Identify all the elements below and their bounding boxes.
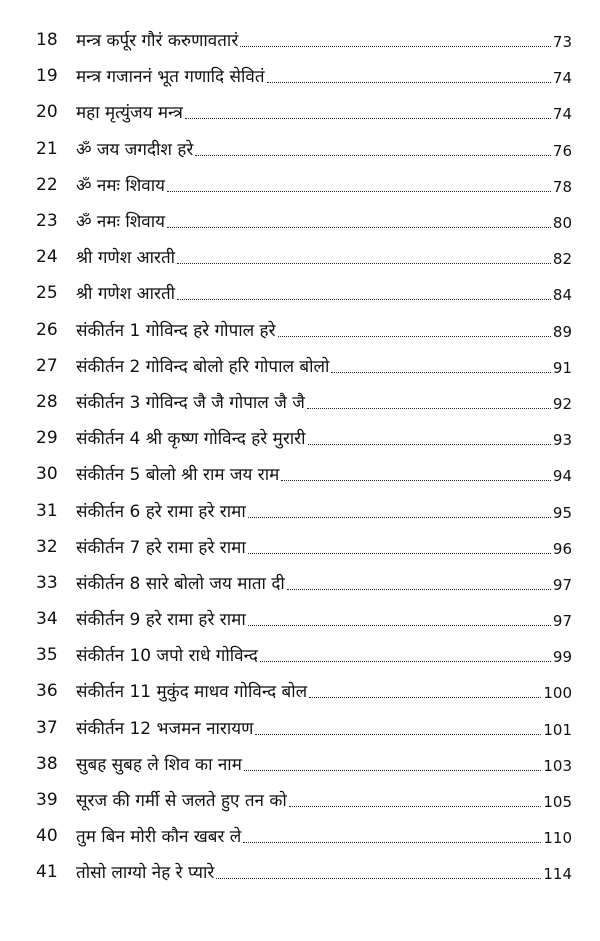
toc-row[interactable] — [0, 94, 600, 130]
toc-entry-title[interactable]: सूरज की गर्मी से जलते हुए तन को — [76, 791, 287, 812]
toc-entry-title[interactable]: संकीर्तन 10 जपो राधे गोविन्द — [76, 646, 258, 667]
toc-entry-title[interactable]: संकीर्तन 2 गोविन्द बोलो हरि गोपाल बोलो — [76, 356, 330, 377]
toc-entry-number: 30 — [36, 464, 58, 485]
toc-row[interactable] — [0, 275, 600, 311]
dot-leader — [287, 588, 551, 590]
toc-entry-title[interactable]: श्री गणेश आरती — [76, 284, 176, 305]
toc-row[interactable] — [0, 239, 600, 275]
toc-entry-page: 97 — [552, 575, 572, 594]
toc-row[interactable] — [0, 22, 600, 58]
toc-entry[interactable] — [76, 860, 572, 884]
toc-row[interactable] — [0, 456, 600, 492]
toc-entry[interactable] — [76, 679, 572, 703]
toc-entry-number: 31 — [36, 500, 58, 521]
toc-entry-number: 37 — [36, 717, 58, 738]
toc-entry-title[interactable]: मन्त्र कर्पूर गौरं करुणावतारं — [76, 31, 239, 52]
table-of-contents — [0, 22, 600, 891]
toc-row[interactable] — [0, 167, 600, 203]
toc-row[interactable] — [0, 782, 600, 818]
toc-entry-page: 95 — [552, 503, 572, 522]
toc-entry-number: 33 — [36, 572, 58, 593]
toc-entry-page: 110 — [543, 829, 572, 848]
toc-entry-title[interactable]: संकीर्तन 5 बोलो श्री राम जय राम — [76, 465, 280, 486]
dot-leader — [195, 154, 551, 156]
dot-leader — [167, 190, 551, 192]
toc-entry-number: 36 — [36, 681, 58, 702]
toc-entry[interactable] — [76, 354, 572, 378]
dot-leader — [307, 407, 551, 409]
toc-entry-number: 39 — [36, 790, 58, 811]
toc-entry-title[interactable]: संकीर्तन 6 हरे रामा हरे रामा — [76, 501, 246, 522]
toc-entry-page: 105 — [543, 793, 572, 812]
dot-leader — [185, 117, 551, 119]
toc-entry[interactable] — [76, 607, 572, 631]
toc-entry[interactable] — [76, 716, 572, 740]
toc-entry-number: 40 — [36, 826, 58, 847]
toc-entry-title[interactable]: सुबह सुबह ले शिव का नाम — [76, 754, 242, 775]
toc-entry-number: 24 — [36, 247, 58, 268]
toc-entry-page: 84 — [552, 286, 572, 305]
toc-entry-page: 74 — [552, 105, 572, 124]
dot-leader — [267, 81, 551, 83]
toc-entry-page: 94 — [552, 467, 572, 486]
toc-row[interactable] — [0, 420, 600, 456]
toc-entry-number: 28 — [36, 391, 58, 412]
toc-entry-title[interactable]: मन्त्र गजाननं भूत गणादि सेवितं — [76, 67, 265, 88]
toc-row[interactable] — [0, 854, 600, 890]
toc-entry[interactable] — [76, 499, 572, 523]
toc-entry-page: 103 — [543, 756, 572, 775]
toc-entry-page: 100 — [543, 684, 572, 703]
toc-entry-title[interactable]: संकीर्तन 12 भजमन नारायण — [76, 718, 254, 739]
toc-entry-page: 80 — [552, 214, 572, 233]
toc-entry-page: 78 — [552, 177, 572, 196]
toc-row[interactable] — [0, 818, 600, 854]
dot-leader — [167, 226, 551, 228]
toc-entry-page: 114 — [543, 865, 572, 884]
toc-row[interactable] — [0, 673, 600, 709]
dot-leader — [248, 552, 551, 554]
dot-leader — [216, 877, 541, 879]
toc-entry-number: 23 — [36, 211, 58, 232]
toc-entry-title[interactable]: श्री गणेश आरती — [76, 248, 176, 269]
toc-entry-title[interactable]: संकीर्तन 9 हरे रामा हरे रामा — [76, 610, 246, 631]
toc-entry-page: 101 — [543, 720, 572, 739]
dot-leader — [281, 479, 551, 481]
toc-entry-number: 19 — [36, 66, 58, 87]
dot-leader — [331, 371, 550, 373]
toc-entry[interactable] — [76, 462, 572, 486]
toc-entry-number: 21 — [36, 138, 58, 159]
toc-entry[interactable] — [76, 824, 572, 848]
toc-entry-page: 73 — [552, 33, 572, 52]
dot-leader — [308, 443, 551, 445]
toc-entry-page: 91 — [552, 358, 572, 377]
toc-entry-number: 25 — [36, 283, 58, 304]
toc-entry[interactable] — [76, 752, 572, 776]
toc-entry-title[interactable]: तुम बिन मोरी कौन खबर ले — [76, 827, 242, 848]
dot-leader — [248, 624, 551, 626]
toc-entry-page: 74 — [552, 69, 572, 88]
toc-entry[interactable] — [76, 318, 572, 342]
dot-leader — [289, 805, 542, 807]
toc-row[interactable] — [0, 492, 600, 528]
toc-entry[interactable] — [76, 209, 572, 233]
toc-row[interactable] — [0, 58, 600, 94]
toc-row[interactable] — [0, 312, 600, 348]
toc-entry-title[interactable]: संकीर्तन 11 मुकुंद माधव गोविन्द बोल — [76, 682, 308, 703]
toc-entry-page: 92 — [552, 394, 572, 413]
toc-entry[interactable] — [76, 173, 572, 197]
dot-leader — [255, 733, 541, 735]
toc-row[interactable] — [0, 710, 600, 746]
toc-entry[interactable] — [76, 245, 572, 269]
toc-entry-title[interactable]: संकीर्तन 7 हरे रामा हरे रामा — [76, 537, 246, 558]
dot-leader — [309, 696, 541, 698]
toc-entry-number: 29 — [36, 428, 58, 449]
toc-entry-number: 35 — [36, 645, 58, 666]
toc-entry-page: 97 — [552, 612, 572, 631]
toc-entry[interactable] — [76, 100, 572, 124]
toc-row[interactable] — [0, 637, 600, 673]
toc-entry-number: 20 — [36, 102, 58, 123]
toc-entry[interactable] — [76, 426, 572, 450]
toc-entry[interactable] — [76, 788, 572, 812]
toc-entry-title[interactable]: संकीर्तन 3 गोविन्द जै जै गोपाल जै जै — [76, 392, 305, 413]
toc-entry-title[interactable]: ॐ नमः शिवाय — [76, 212, 166, 233]
toc-entry-page: 96 — [552, 539, 572, 558]
toc-entry-number: 38 — [36, 753, 58, 774]
toc-entry-number: 32 — [36, 536, 58, 557]
toc-entry[interactable] — [76, 643, 572, 667]
toc-entry-title[interactable]: संकीर्तन 4 श्री कृष्ण गोविन्द हरे मुरारी — [76, 429, 306, 450]
toc-row[interactable] — [0, 384, 600, 420]
toc-entry-title[interactable]: संकीर्तन 8 सारे बोलो जय माता दी — [76, 573, 285, 594]
dot-leader — [243, 841, 541, 843]
toc-entry-page: 99 — [552, 648, 572, 667]
toc-entry[interactable] — [76, 390, 572, 414]
toc-entry-number: 18 — [36, 30, 58, 51]
toc-row[interactable] — [0, 565, 600, 601]
toc-entry-title[interactable]: ॐ नमः शिवाय — [76, 175, 166, 196]
toc-entry-number: 26 — [36, 319, 58, 340]
dot-leader — [278, 335, 551, 337]
dot-leader — [177, 298, 551, 300]
toc-entry[interactable] — [76, 571, 572, 595]
toc-row[interactable] — [0, 601, 600, 637]
toc-row[interactable] — [0, 348, 600, 384]
toc-row[interactable] — [0, 529, 600, 565]
toc-row[interactable] — [0, 203, 600, 239]
dot-leader — [248, 516, 551, 518]
toc-entry-number: 34 — [36, 609, 58, 630]
toc-entry-number: 22 — [36, 174, 58, 195]
toc-entry[interactable] — [76, 64, 572, 88]
toc-entry-number: 27 — [36, 355, 58, 376]
toc-entry-title[interactable]: महा मृत्युंजय मन्त्र — [76, 103, 183, 124]
toc-entry-title[interactable]: ॐ जय जगदीश हरे — [76, 139, 194, 160]
dot-leader — [240, 45, 551, 47]
toc-entry-page: 76 — [552, 141, 572, 160]
toc-entry[interactable] — [76, 28, 572, 52]
toc-row[interactable] — [0, 746, 600, 782]
toc-entry-page: 93 — [552, 431, 572, 450]
toc-entry[interactable] — [76, 137, 572, 161]
dot-leader — [244, 769, 541, 771]
toc-entry-number: 41 — [36, 862, 58, 883]
toc-entry[interactable] — [76, 281, 572, 305]
toc-row[interactable] — [0, 131, 600, 167]
toc-entry-page: 89 — [552, 322, 572, 341]
toc-entry-page: 82 — [552, 250, 572, 269]
toc-entry[interactable] — [76, 535, 572, 559]
dot-leader — [260, 660, 551, 662]
toc-entry-title[interactable]: तोसो लाग्यो नेह रे प्यारे — [76, 863, 215, 884]
dot-leader — [177, 262, 551, 264]
toc-entry-title[interactable]: संकीर्तन 1 गोविन्द हरे गोपाल हरे — [76, 320, 276, 341]
